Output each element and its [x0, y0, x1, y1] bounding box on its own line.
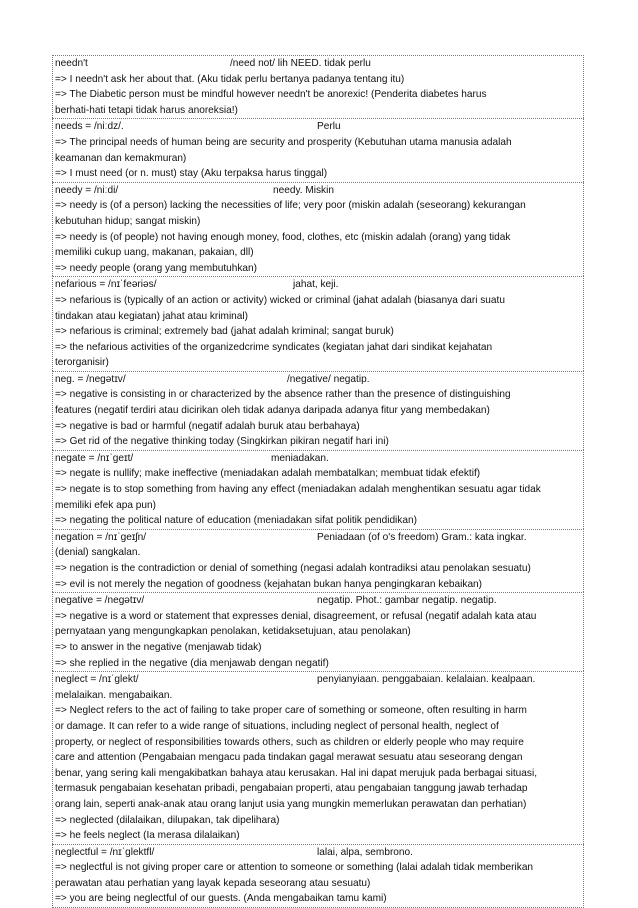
entry-line: keamanan dan kemakmuran): [55, 152, 187, 164]
entry-line: memiliki cukup uang, makanan, pakaian, dll): [55, 247, 254, 259]
headword: negative = /negətɪv/: [55, 595, 145, 607]
entry-line: tindakan atau kegiatan) jahat atau kriminal): [55, 310, 249, 322]
entry-header: [55, 277, 581, 293]
entry-line: => I needn't ask her about that. (Aku tidak perlu bertanya padanya tentang itu): [55, 73, 405, 85]
dictionary-entry: [52, 592, 584, 671]
headword: needs = /niːdz/.: [55, 121, 124, 133]
headword: needn't: [55, 58, 88, 69]
entry-header: [55, 451, 581, 467]
entry-line: => neglected (dilalaikan, dilupakan, tak dipelihara): [55, 814, 280, 826]
entry-line: kebutuhan hidup; sangat miskin): [55, 215, 201, 227]
entry-line: => nefarious is criminal; extremely bad (jahat adalah kriminal; sangat buruk): [55, 326, 394, 338]
entry-header: [55, 183, 581, 199]
gloss: /need not/ lih NEED. tidak perlu: [230, 58, 371, 69]
dictionary-entry: [52, 55, 584, 118]
entry-line: => evil is not merely the negation of goodness (kejahatan bukan hanya pengingkaran kebaikan): [55, 578, 483, 590]
entry-header: [55, 593, 581, 609]
dictionary-entry: [52, 276, 584, 371]
entry-line: => the nefarious activities of the organizedcrime syndicates (kegiatan jahat dari sindikat kejahatan: [55, 341, 493, 353]
entry-line: => needy people (orang yang membutuhkan): [55, 262, 258, 274]
dictionary-entry: [52, 182, 584, 277]
entry-line: pernyataan yang mengungkapkan penolakan, ketidaksetujuan, atau penolakan): [55, 626, 411, 638]
dictionary-entry: [52, 371, 584, 450]
entry-line: => she replied in the negative (dia menjawab dengan negatif): [55, 657, 329, 669]
entry-line: => The Diabetic person must be mindful however needn't be anorexic! (Penderita diabetes harus: [55, 89, 487, 101]
entry-line: features (negatif terdiri atau dicirikan oleh tidak adanya daripada adanya fitur yang membedakan): [55, 405, 490, 417]
headword: nefarious = /nɪˈfeəriəs/: [55, 279, 157, 291]
entry-header: [55, 672, 581, 688]
headword: needy = /niːdi/: [55, 184, 119, 196]
gloss: Perlu: [317, 121, 341, 133]
headword: neg. = /negətɪv/: [55, 373, 126, 385]
entry-line: => The principal needs of human being are security and prosperity (Kebutuhan utama manusia adalah: [55, 136, 512, 148]
entry-header: [55, 845, 581, 861]
entry-line: => you are being neglectful of our guests. (Anda mengabaikan tamu kami): [55, 893, 387, 905]
entry-line: berhati-hati tetapi tidak harus anoreksia!): [55, 104, 238, 116]
entry-line: => negative is bad or harmful (negatif adalah buruk atau berbahaya): [55, 420, 360, 432]
entry-header: [55, 56, 581, 72]
entry-header: [55, 372, 581, 388]
entry-line: terorganisir): [55, 357, 109, 369]
entry-line: orang lain, seperti anak-anak atau orang lanjut usia yang mungkin memerlukan perawatan dan perhatian): [55, 798, 527, 810]
dictionary-entry: [52, 529, 584, 592]
headword: negation = /nɪˈgeɪʃn/: [55, 531, 147, 543]
entry-line: => needy is (of people) not having enough money, food, clothes, etc (miskin adalah (orang) yang tidak: [55, 231, 511, 243]
headword: negate = /nɪˈgeɪt/: [55, 452, 134, 464]
dictionary-entry: [52, 450, 584, 529]
headword: neglectful = /nɪˈglektfl/: [55, 846, 155, 858]
dictionary-entry: [52, 118, 584, 181]
entry-line: => nefarious is (typically of an action or activity) wicked or criminal (jahat adalah (biasanya dari suatu: [55, 294, 505, 306]
gloss: needy. Miskin: [273, 184, 334, 196]
entry-line: => negating the political nature of education (meniadakan sifat politik pendidikan): [55, 515, 417, 527]
gloss: penyianyiaan. penggabaian. kelalaian. kealpaan.: [317, 674, 536, 686]
entry-line: melalaikan. mengabaikan.: [55, 689, 173, 701]
entry-line: (denial) sangkalan.: [55, 547, 141, 559]
entry-line: memiliki efek apa pun): [55, 499, 156, 511]
entry-line: benar, yang sering kali mengakibatkan bahaya atau kerusakan. Hal ini dapat merujuk pada berbagai situasi,: [55, 767, 538, 779]
entry-line: => negative is a word or statement that expresses denial, disagreement, or refusal (negatif adalah kata atau: [55, 610, 537, 622]
entry-line: or damage. It can refer to a wide range of situations, including neglect of personal health, neglect of: [55, 720, 499, 732]
entry-line: termasuk pengabaian kesehatan pribadi, pengabaian properti, atau pengabaian tanggung jawab terhadap: [55, 783, 528, 795]
gloss: meniadakan.: [271, 452, 329, 464]
entry-line: => Neglect refers to the act of failing to take proper care of something or someone, often resulting in harm: [55, 705, 527, 717]
entry-line: => negative is consisting in or characterized by the absence rather than the presence of distinguishing: [55, 389, 511, 401]
entry-line: => negate is nullify; make ineffective (meniadakan adalah membatalkan; membuat tidak efektif): [55, 468, 481, 480]
headword: neglect = /nɪˈglekt/: [55, 674, 139, 686]
entry-line: => neglectful is not giving proper care or attention to someone or something (lalai adalah tidak memberikan: [55, 862, 534, 874]
entry-line: => negate is to stop something from having any effect (meniadakan adalah menghentikan sesuatu agar tidak: [55, 484, 541, 496]
entry-header: [55, 530, 581, 546]
entry-line: property, or neglect of responsibilities towards others, such as children or elderly people who may require: [55, 736, 524, 748]
entry-line: => negation is the contradiction or denial of something (negasi adalah kontradiksi atau penolakan sesuatu): [55, 563, 531, 574]
dictionary-page: [52, 55, 584, 908]
entry-line: => Get rid of the negative thinking today (Singkirkan pikiran negatif hari ini): [55, 436, 389, 448]
gloss: negatip. Phot.: gambar negatip. negatip.: [317, 595, 497, 607]
gloss: /negative/ negatip.: [287, 373, 370, 385]
entry-header: [55, 119, 581, 135]
entry-line: => I must need (or n. must) stay (Aku terpaksa harus tinggal): [55, 168, 328, 180]
dictionary-entry: [52, 671, 584, 844]
gloss: Peniadaan (of o's freedom) Gram.: kata ingkar.: [317, 531, 527, 543]
entry-line: => to answer in the negative (menjawab tidak): [55, 641, 262, 653]
entry-line: => he feels neglect (Ia merasa dilalaikan): [55, 830, 240, 842]
entry-line: => needy is (of a person) lacking the necessities of life; very poor (miskin adalah (seseorang) kekurangan: [55, 200, 526, 212]
dictionary-entry: [52, 844, 584, 908]
entry-line: care and attention (Pengabaian mengacu pada tindakan gagal merawat sesuatu atau seseorang dengan: [55, 752, 523, 764]
gloss: lalai, alpa, sembrono.: [317, 846, 413, 858]
entry-line: perawatan atau perhatian yang layak kepada seseorang atau sesuatu): [55, 877, 371, 889]
gloss: jahat, keji.: [293, 279, 339, 291]
